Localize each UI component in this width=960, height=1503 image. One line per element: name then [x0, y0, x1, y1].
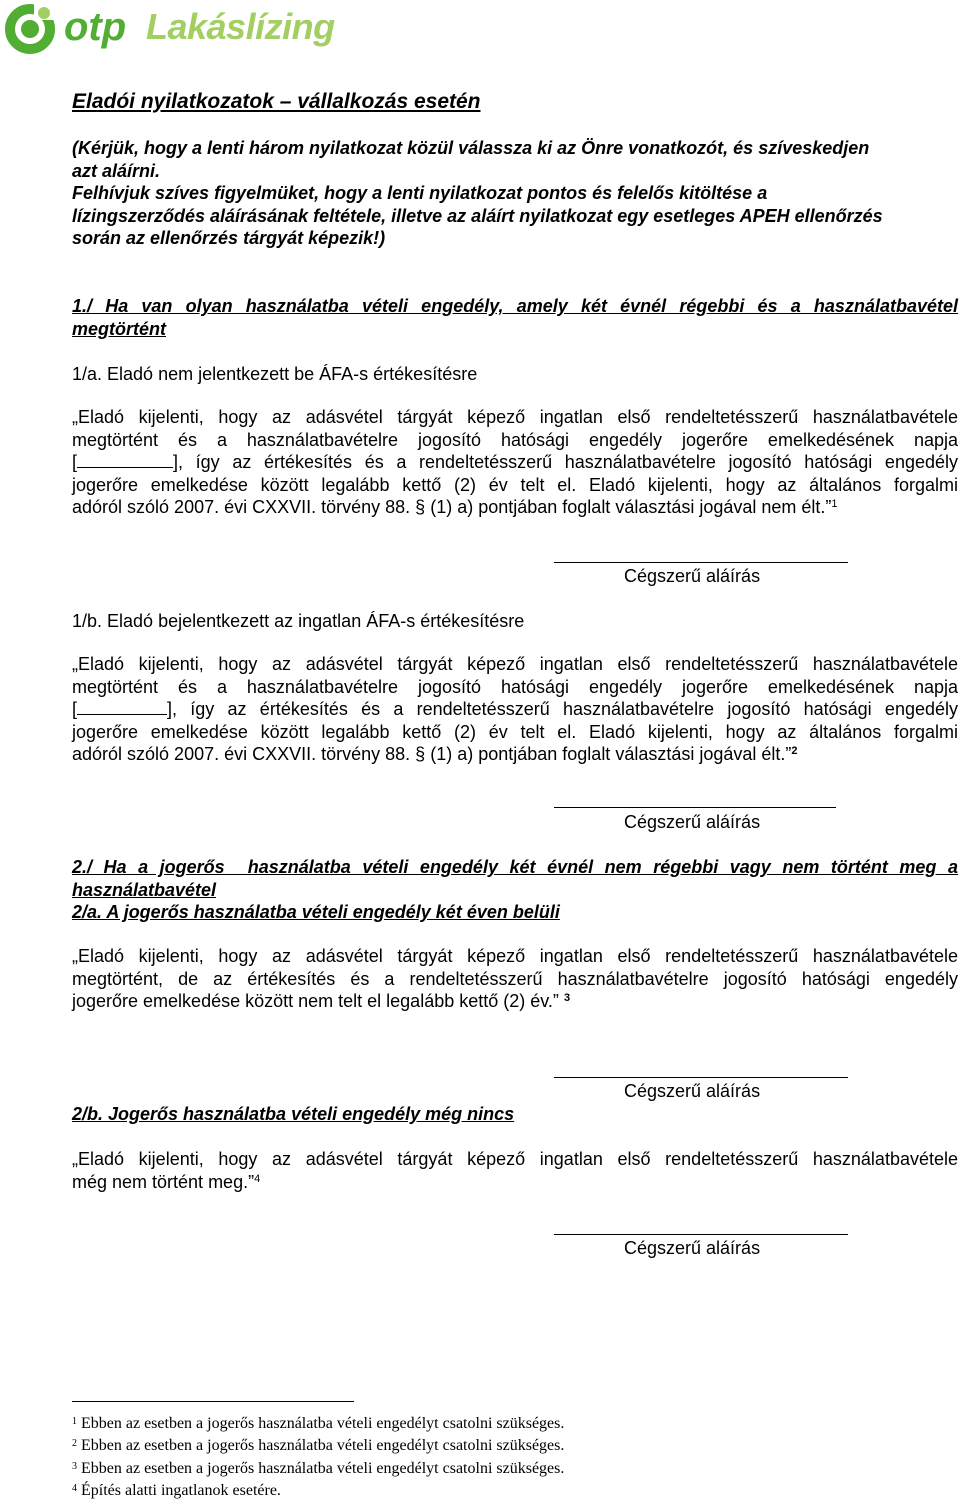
- intro-line: (Kérjük, hogy a lenti három nyilatkozat közül válassza ki az Önre vonatkozót, és szíveskedjen: [72, 138, 870, 158]
- statement-text: még nem történt meg.”: [72, 1171, 255, 1192]
- statement-text: adóról szóló 2007. évi CXXVII. törvény 88. § (1) a) pontjában foglalt választási jogával élt.”: [72, 744, 792, 765]
- intro-line: során az ellenőrzés tárgyát képezik!): [72, 228, 386, 249]
- intro-line: lízingszerződés aláírásának feltétele, illetve az aláírt nyilatkozat egy esetleges APEH ellenőrzés: [72, 205, 883, 226]
- intro-text: [72, 137, 958, 250]
- statement-line: [72, 451, 958, 474]
- section2a-label: 2/a. A jogerős használatba vételi engedély két éven belüli: [72, 902, 560, 922]
- section1a-statement: [72, 406, 958, 519]
- statement-line: megtörtént és a használatbavételre jogosító hatósági engedély jogerőre emelkedésének napja: [72, 676, 958, 697]
- statement-line: jogerőre emelkedése között legalább kettő (2) év telt el. Eladó kijelenti, hogy az általános forgalmi: [72, 721, 958, 742]
- statement-line: „Eladó kijelenti, hogy az adásvétel tárgyát képező ingatlan első rendeltetésszerű használatbavétele: [72, 407, 958, 427]
- statement-line: [72, 698, 958, 721]
- statement-line: „Eladó kijelenti, hogy az adásvétel tárgyát képező ingatlan első rendeltetésszerű használatbavétele: [72, 1149, 958, 1169]
- statement-line: jogerőre emelkedése között legalább kettő (2) év telt el. Eladó kijelenti, hogy az általános forgalmi: [72, 474, 958, 495]
- signature-line[interactable]: [554, 1077, 848, 1078]
- signature-label: Cégszerű aláírás: [624, 812, 761, 832]
- footnote-number: 2: [72, 1438, 77, 1449]
- page-title: Eladói nyilatkozatok – vállalkozás esetén: [72, 90, 481, 113]
- footnote: [72, 1481, 281, 1501]
- intro-line: Felhívjuk szíves figyelmüket, hogy a lenti nyilatkozat pontos és felelős kitöltése a: [72, 183, 768, 204]
- footnote: [72, 1459, 564, 1479]
- section2b-label: 2/b. Jogerős használatba vételi engedély még nincs: [72, 1104, 515, 1124]
- footnote-text: Ebben az esetben a jogerős használatba vételi engedélyt csatolni szükséges.: [81, 1415, 565, 1432]
- statement-line: „Eladó kijelenti, hogy az adásvétel tárgyát képező ingatlan első rendeltetésszerű használatbavétele: [72, 946, 958, 966]
- footnote-ref: 4: [254, 1172, 261, 1185]
- footnote-text: Ebben az esetben a jogerős használatba vételi engedélyt csatolni szükséges.: [81, 1460, 565, 1477]
- statement-line: megtörtént, de az értékesítés és a rendeltetésszerű használatbavételre jogosító hatósági engedély: [72, 968, 958, 989]
- section2-heading-line2: használatbavétel: [72, 879, 217, 900]
- statement-line: [72, 496, 958, 519]
- footnote: [72, 1414, 564, 1434]
- footnote-number: 1: [72, 1416, 77, 1427]
- footnote-number: 3: [72, 1461, 77, 1472]
- bracket-open: [: [72, 699, 78, 720]
- footnote-ref: 2: [791, 745, 798, 758]
- section1a-label: 1/a. Eladó nem jelentkezett be ÁFA-s értékesítésre: [72, 364, 478, 384]
- statement-line: [72, 990, 958, 1013]
- footnote-text: Építés alatti ingatlanok esetére.: [81, 1482, 281, 1499]
- section1-heading: [72, 295, 958, 340]
- date-blank-field[interactable]: [77, 700, 167, 715]
- footnote-number: 4: [72, 1483, 77, 1494]
- section1-heading-line1: 1./ Ha van olyan használatba vételi engedély, amely két évnél régebbi és a használatbavétel: [72, 296, 958, 316]
- otp-logo: [4, 2, 334, 54]
- section1b-statement: [72, 653, 958, 766]
- section1-heading-line2: megtörtént: [72, 318, 166, 339]
- footnote-separator: [72, 1401, 354, 1402]
- footnote: [72, 1436, 564, 1456]
- statement-line: megtörtént és a használatbavételre jogosító hatósági engedély jogerőre emelkedésének napja: [72, 429, 958, 450]
- statement-line: „Eladó kijelenti, hogy az adásvétel tárgyát képező ingatlan első rendeltetésszerű használatbavétele: [72, 654, 958, 674]
- signature-label: Cégszerű aláírás: [624, 1081, 761, 1101]
- section2a-statement: [72, 945, 958, 1013]
- signature-label: Cégszerű aláírás: [624, 1238, 761, 1258]
- signature-line[interactable]: [554, 807, 836, 808]
- otp-logo-icon: [4, 2, 58, 54]
- logo-otp-text: otp: [64, 5, 127, 49]
- footnote-ref: 3: [563, 992, 571, 1005]
- statement-text: jogerőre emelkedése között nem telt el legalább kettő (2) év.”: [72, 991, 559, 1012]
- bracket-open: [: [72, 452, 78, 473]
- signature-line[interactable]: [554, 562, 848, 563]
- statement-line: [72, 743, 958, 766]
- signature-line[interactable]: [554, 1234, 848, 1235]
- intro-line: azt aláírni.: [72, 160, 161, 181]
- footnote-ref: 1: [831, 498, 838, 511]
- section2-heading: [72, 856, 958, 901]
- section1b-label: 1/b. Eladó bejelentkezett az ingatlan ÁFA-s értékesítésre: [72, 611, 525, 631]
- date-blank-field[interactable]: [77, 453, 173, 468]
- statement-text: ], így az értékesítés és a rendeltetésszerű használatbavételre jogosító hatósági engedély: [173, 452, 958, 473]
- statement-text: ], így az értékesítés és a rendeltetésszerű használatbavételre jogosító hatósági engedély: [167, 699, 958, 720]
- logo-product-text: Lakáslízing: [146, 6, 335, 47]
- section2-heading-line1: 2./ Ha a jogerős használatba vételi engedély két évnél nem régebbi vagy nem történt meg a: [72, 857, 958, 877]
- section2b-statement: [72, 1148, 958, 1193]
- statement-text: adóról szóló 2007. évi CXXVII. törvény 88. § (1) a) pontjában foglalt választási jogával nem élt.”: [72, 497, 832, 518]
- statement-line: [72, 1171, 958, 1194]
- signature-label: Cégszerű aláírás: [624, 566, 761, 586]
- footnote-text: Ebben az esetben a jogerős használatba vételi engedélyt csatolni szükséges.: [81, 1437, 565, 1454]
